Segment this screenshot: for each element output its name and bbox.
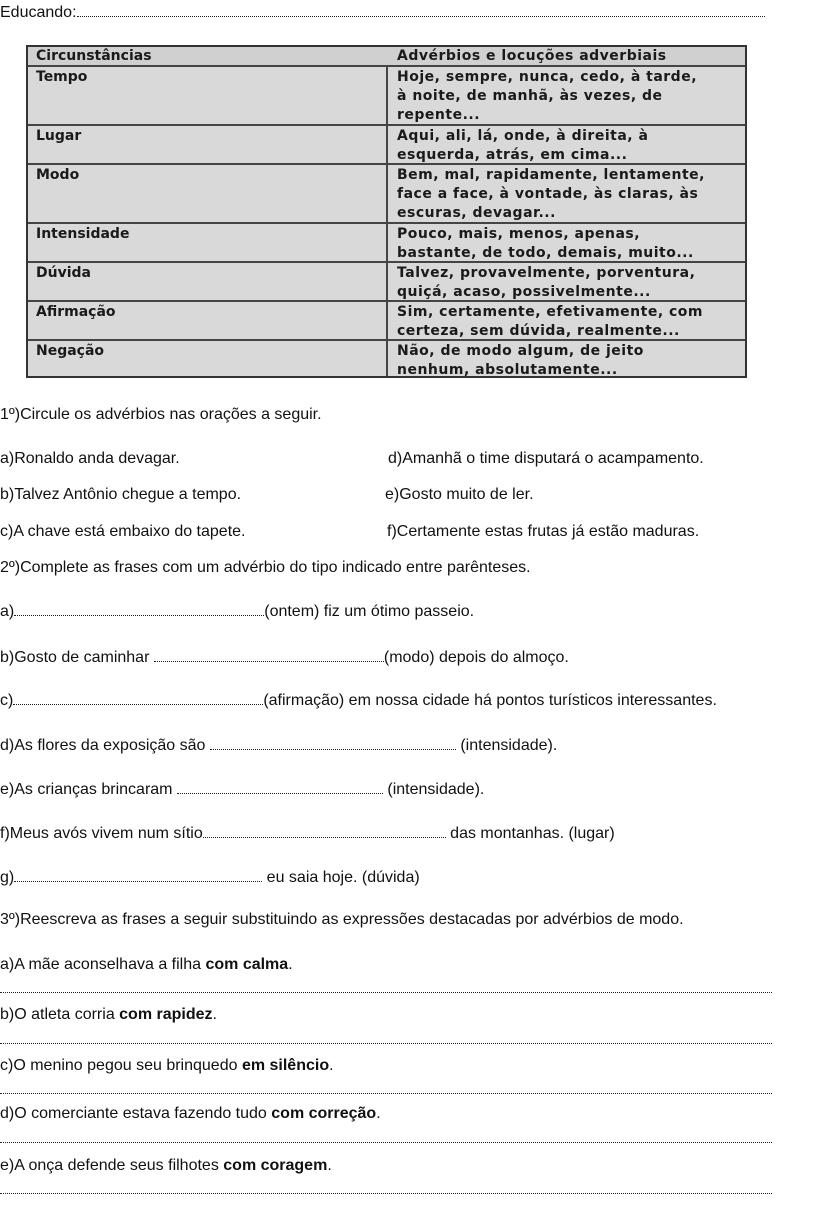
q2-f-blank[interactable] (203, 823, 446, 838)
q3-d-highlight: com correção (271, 1105, 377, 1122)
row-adv: Pouco, mais, menos, apenas, bastante, de todo, demais, muito... (397, 226, 694, 261)
q2-item-g: g) eu saia hoje. (dúvida) (0, 869, 420, 886)
q3-c-answer-line[interactable] (0, 1093, 772, 1094)
q1-item-e[interactable]: e)Gosto muito de ler. (385, 486, 534, 503)
q3-item-e: e)A onça defende seus filhotes com coragem. (0, 1157, 332, 1174)
q2-item-b: b)Gosto de caminhar (modo) depois do almoço. (0, 649, 569, 666)
student-name-blank[interactable] (77, 2, 765, 17)
q2-item-f: f)Meus avós vivem num sítio das montanhas. (lugar) (0, 825, 615, 842)
q3-item-a: a)A mãe aconselhava a filha com calma. (0, 956, 293, 973)
table-row (28, 126, 745, 165)
row-circ: Dúvida (36, 265, 91, 281)
table-row (28, 302, 745, 341)
row-circ: Intensidade (36, 226, 130, 242)
table-row (28, 165, 745, 224)
table-row (28, 224, 745, 263)
q2-b-blank[interactable] (154, 647, 384, 662)
q3-a-answer-line[interactable] (0, 992, 772, 993)
q3-d-answer-line[interactable] (0, 1142, 772, 1143)
student-name-label: Educando: (0, 4, 77, 21)
row-circ: Modo (36, 167, 80, 183)
row-circ: Lugar (36, 128, 82, 144)
q3-item-b: b)O atleta corria com rapidez. (0, 1006, 217, 1023)
row-adv: Bem, mal, rapidamente, lentamente, face a face, à vontade, às claras, às escuras, devagar... (397, 167, 705, 221)
table-header-row (28, 47, 745, 67)
row-adv: Aqui, ali, lá, onde, à direita, à esquerda, atrás, em cima... (397, 128, 649, 163)
q3-b-answer-line[interactable] (0, 1043, 772, 1044)
q3-item-c: c)O menino pegou seu brinquedo em silêncio. (0, 1057, 334, 1074)
q1-item-c[interactable]: c)A chave está embaixo do tapete. (0, 523, 246, 540)
q3-e-answer-line[interactable] (0, 1193, 772, 1194)
header-adverbios: Advérbios e locuções adverbiais (397, 48, 667, 64)
row-adv: Hoje, sempre, nunca, cedo, à tarde, à noite, de manhã, às vezes, de repente... (397, 69, 698, 123)
adverbs-table (26, 45, 747, 378)
row-adv: Talvez, provavelmente, porventura, quiçá, acaso, possivelmente... (397, 265, 696, 300)
q2-a-blank[interactable] (14, 601, 264, 616)
header-circunstancias: Circunstâncias (36, 48, 152, 64)
q1-item-d[interactable]: d)Amanhã o time disputará o acampamento. (388, 450, 704, 467)
row-adv: Sim, certamente, efetivamente, com certeza, sem dúvida, realmente... (397, 304, 704, 339)
table-row (28, 263, 745, 302)
q3-b-highlight: com rapidez (119, 1006, 213, 1023)
row-circ: Tempo (36, 69, 88, 85)
row-circ: Afirmação (36, 304, 116, 320)
q3-c-highlight: em silêncio (241, 1057, 330, 1074)
q1-item-a[interactable]: a)Ronaldo anda devagar. (0, 450, 180, 467)
q2-g-blank[interactable] (14, 867, 262, 882)
row-adv: Não, de modo algum, de jeito nenhum, absolutamente... (397, 343, 644, 378)
q3-a-highlight: com calma (205, 956, 289, 973)
q2-d-blank[interactable] (210, 735, 456, 750)
row-circ: Negação (36, 343, 105, 359)
q2-item-d: d)As flores da exposição são (intensidade). (0, 737, 558, 754)
q2-item-a: a) (ontem) fiz um ótimo passeio. (0, 603, 475, 620)
q2-item-c: c) (afirmação) em nossa cidade há pontos turísticos interessantes. (0, 692, 717, 709)
q1-prompt: 1º)Circule os advérbios nas orações a seguir. (0, 406, 322, 423)
q2-item-e: e)As crianças brincaram (intensidade). (0, 781, 485, 798)
student-name-line[interactable] (0, 2, 765, 23)
q1-item-f[interactable]: f)Certamente estas frutas já estão maduras. (387, 523, 700, 540)
q3-item-d: d)O comerciante estava fazendo tudo com correção. (0, 1105, 381, 1122)
q2-e-blank[interactable] (177, 779, 383, 794)
q2-prompt: 2º)Complete as frases com um advérbio do tipo indicado entre parênteses. (0, 559, 531, 576)
q3-prompt: 3º)Reescreva as frases a seguir substituindo as expressões destacadas por advérbios de modo. (0, 911, 684, 928)
table-row (28, 341, 745, 378)
q3-e-highlight: com coragem (223, 1157, 328, 1174)
q1-item-b[interactable]: b)Talvez Antônio chegue a tempo. (0, 486, 242, 503)
q2-c-blank[interactable] (13, 690, 263, 705)
table-row (28, 67, 745, 126)
